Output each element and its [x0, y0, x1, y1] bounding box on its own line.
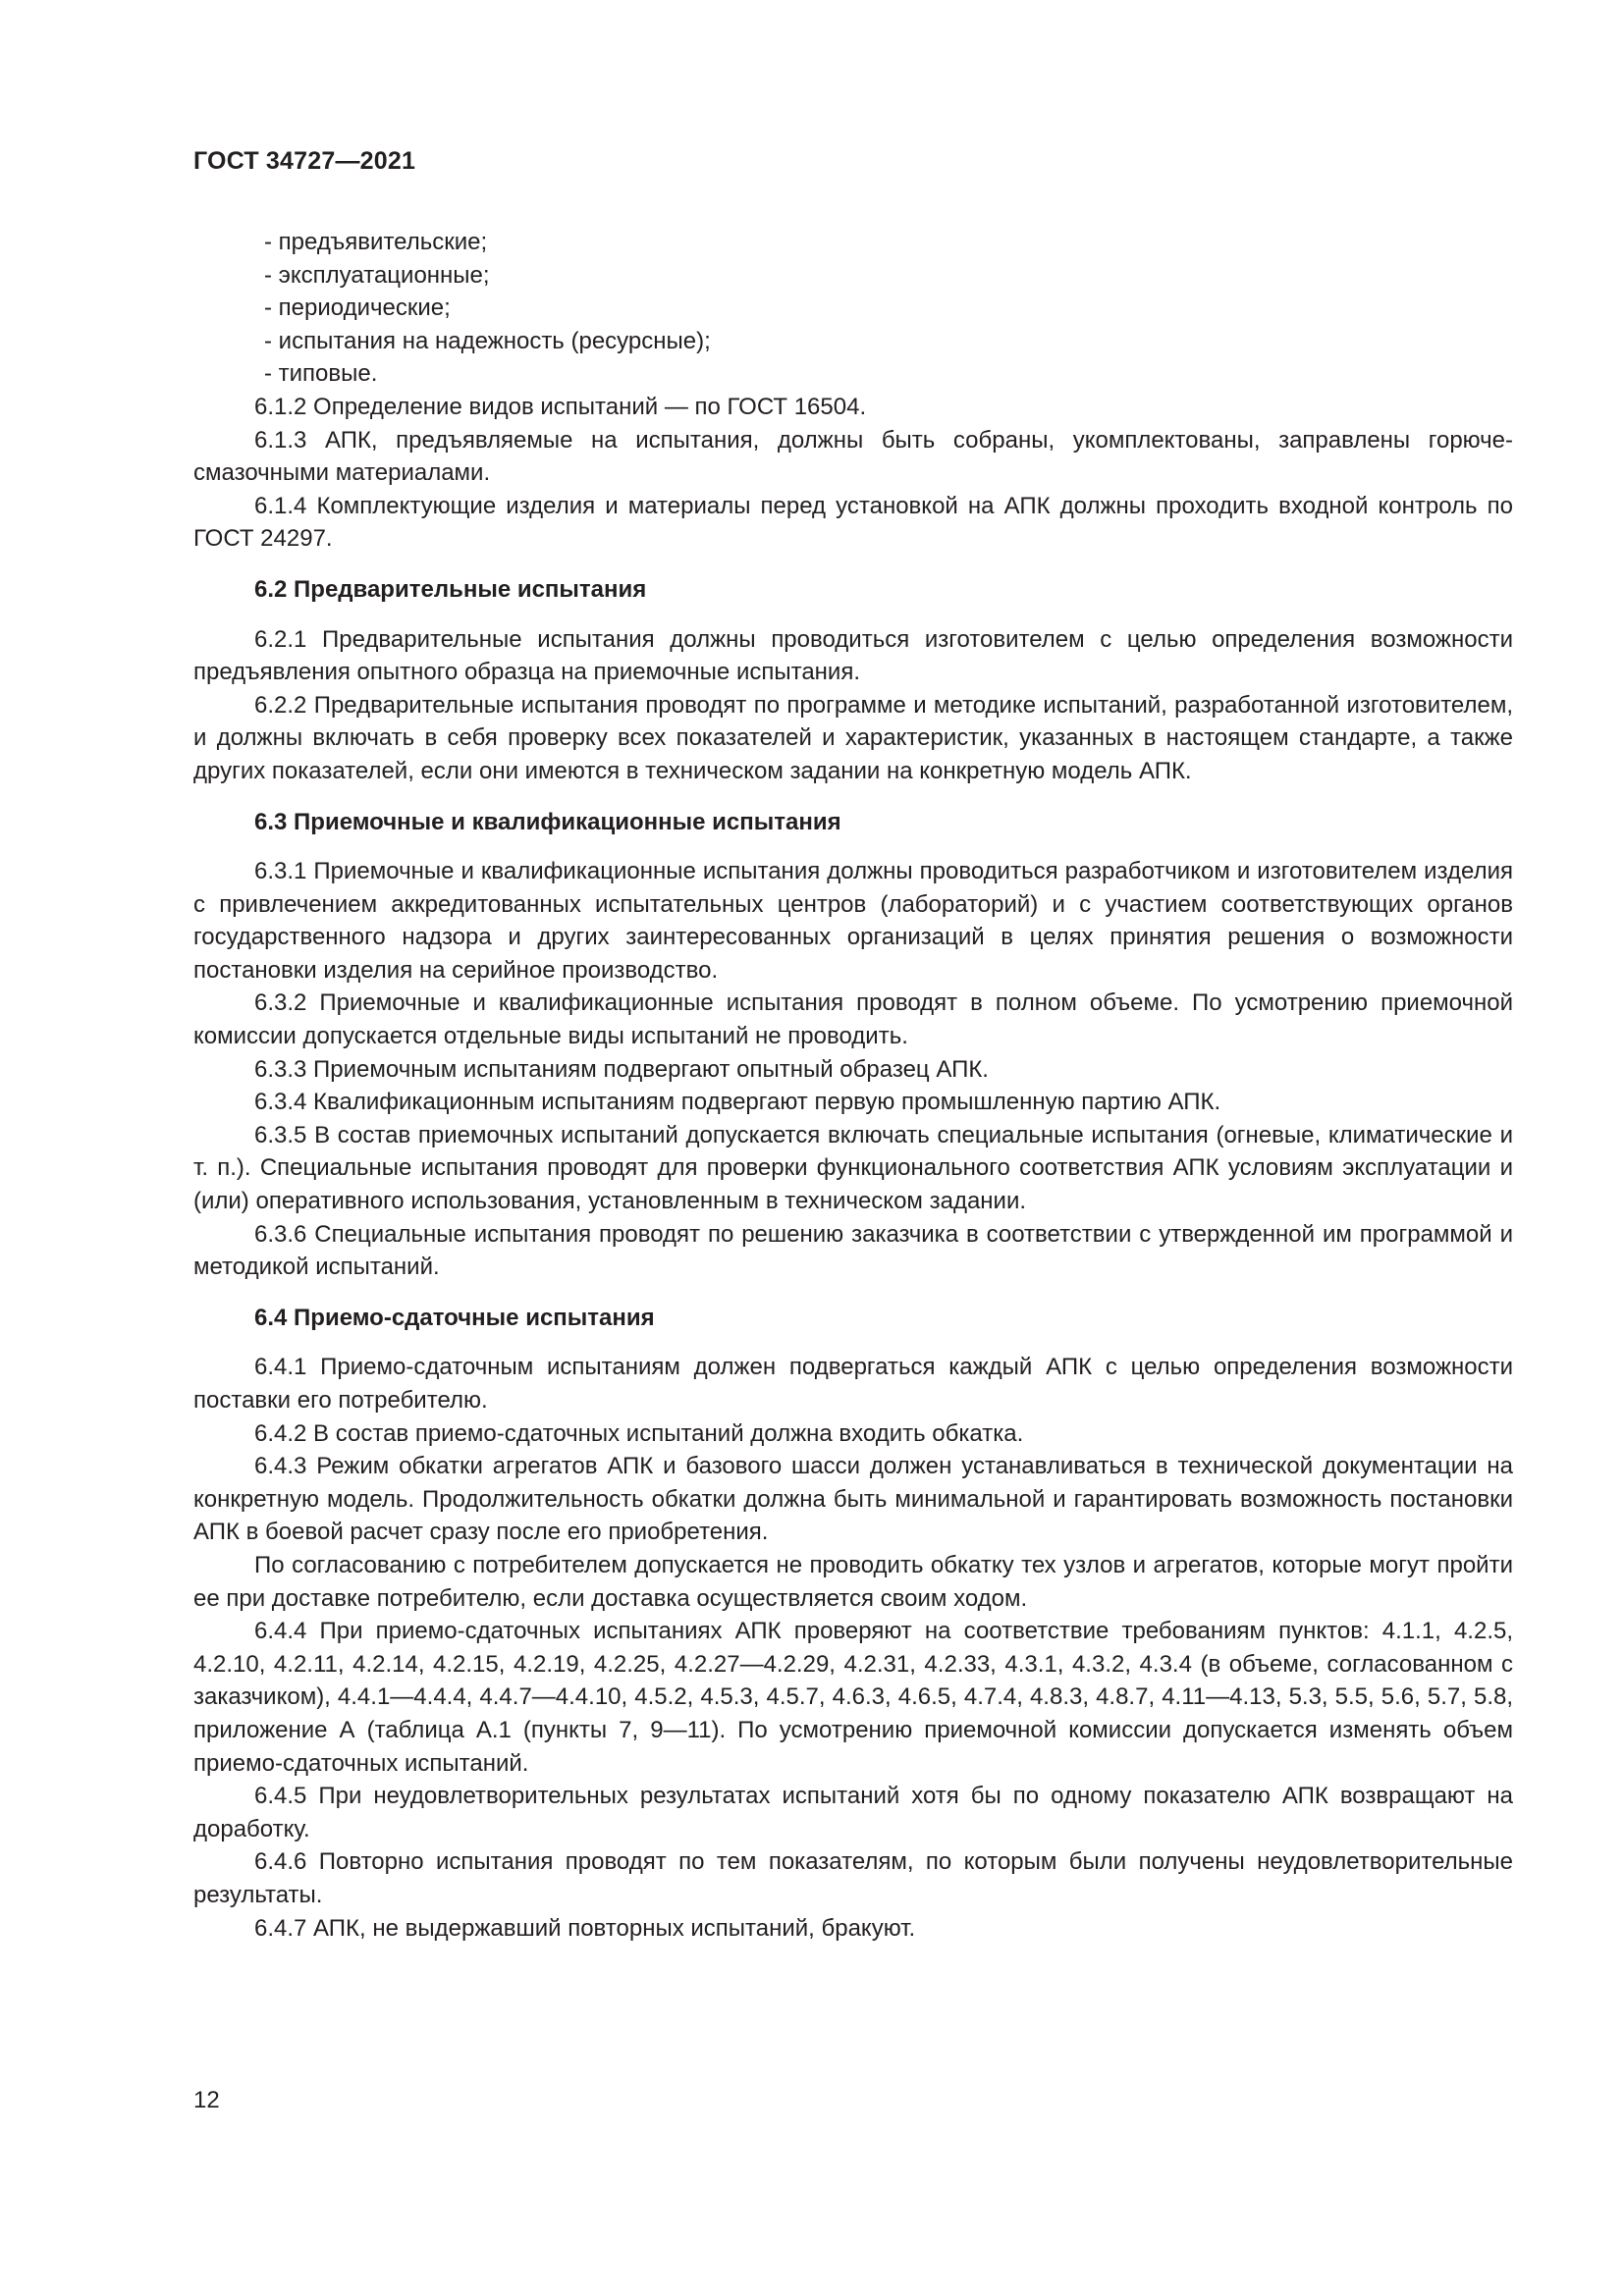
- paragraph-6-4-7: 6.4.7 АПК, не выдержавший повторных испытаний, бракуют.: [254, 1914, 916, 1942]
- section-heading-6-4: 6.4 Приемо-сдаточные испытания: [254, 1304, 655, 1331]
- paragraph-6-1-3: 6.1.3 АПК, предъявляемые на испытания, должны быть собраны, укомплектованы, заправлены горюче-смазочными материалами.: [193, 426, 1513, 487]
- paragraph-6-4-4: 6.4.4 При приемо-сдаточных испытаниях АПК проверяют на соответствие требованиям пунктов: 4.1.1, 4.2.5, 4.2.10, 4.2.11, 4.2.14, 4.2.15, 4.2.19, 4.2.25, 4.2.27—4.2.29, 4.2.31, 4.2.33, 4.3.1, 4.3.2, 4.3.4 (в объеме, согласованном с заказчиком), 4.4.1—4.4.4, 4.4.7—4.4.10, 4.5.2, 4.5.3, 4.5.7, 4.6.3, 4.6.5, 4.7.4, 4.8.3, 4.8.7, 4.11—4.13, 5.3, 5.5, 5.6, 5.7, 5.8, приложение А (таблица А.1 (пункты 7, 9—11). По усмотрению приемочной комиссии допускается изменять объем приемо-сдаточных испытаний.: [193, 1618, 1513, 1777]
- list-item: - эксплуатационные;: [264, 261, 490, 289]
- list-item: - предъявительские;: [264, 229, 488, 255]
- paragraph-6-4-5: 6.4.5 При неудовлетворительных результатах испытаний хотя бы по одному показателю АПК возвращают на доработку.: [193, 1783, 1513, 1842]
- paragraph-6-4-2: 6.4.2 В состав приемо-сдаточных испытаний должна входить обкатка.: [254, 1419, 1024, 1447]
- document-code-header: ГОСТ 34727—2021: [193, 147, 416, 175]
- paragraph-6-3-3: 6.3.3 Приемочным испытаниям подвергают опытный образец АПК.: [254, 1055, 989, 1083]
- document-body: [193, 226, 1513, 1945]
- paragraph-6-3-1: 6.3.1 Приемочные и квалификационные испытания должны проводиться разработчиком и изготовителем изделия с привлечением аккредитованных испытательных центров (лабораторий) и с участием соответствующих органов государственного надзора и других заинтересованных организаций в целях принятия решения о возможности постановки изделия на серийное производство.: [193, 858, 1513, 984]
- paragraph-6-3-5: 6.3.5 В состав приемочных испытаний допускается включать специальные испытания (огневые, климатические и т. п.). Специальные испытания проводят для проверки функционального соответствия АПК условиям эксплуатации и (или) оперативного использования, установленным в техническом задании.: [193, 1121, 1513, 1215]
- paragraph-6-4-3-note: По согласованию с потребителем допускается не проводить обкатку тех узлов и агрегатов, которые могут пройти ее при доставке потребителю, если доставка осуществляется своим ходом.: [193, 1551, 1513, 1612]
- paragraph-6-3-4: 6.3.4 Квалификационным испытаниям подвергают первую промышленную партию АПК.: [254, 1089, 1221, 1116]
- paragraph-6-3-6: 6.3.6 Специальные испытания проводят по решению заказчика в соответствии с утвержденной им программой и методикой испытаний.: [193, 1220, 1513, 1281]
- paragraph-6-3-2: 6.3.2 Приемочные и квалификационные испытания проводят в полном объеме. По усмотрению приемочной комиссии допускается отдельные виды испытаний не проводить.: [193, 989, 1513, 1050]
- paragraph-6-4-3: 6.4.3 Режим обкатки агрегатов АПК и базового шасси должен устанавливаться в технической документации на конкретную модель. Продолжительность обкатки должна быть минимальной и гарантировать возможность постановки АПК в боевой расчет сразу после его приобретения.: [193, 1453, 1513, 1546]
- page-number: 12: [193, 2087, 220, 2113]
- paragraph-6-2-1: 6.2.1 Предварительные испытания должны проводиться изготовителем с целью определения возможности предъявления опытного образца на приемочные испытания.: [193, 625, 1513, 686]
- list-item: - испытания на надежность (ресурсные);: [264, 327, 711, 354]
- list-item: - периодические;: [264, 294, 451, 322]
- paragraph-6-1-2: 6.1.2 Определение видов испытаний — по ГОСТ 16504.: [254, 393, 867, 420]
- paragraph-6-1-4: 6.1.4 Комплектующие изделия и материалы перед установкой на АПК должны проходить входной контроль по ГОСТ 24297.: [193, 492, 1513, 553]
- list-item: - типовые.: [264, 360, 378, 388]
- paragraph-6-4-1: 6.4.1 Приемо-сдаточным испытаниям должен подвергаться каждый АПК с целью определения возможности поставки его потребителю.: [193, 1354, 1513, 1414]
- section-heading-6-3: 6.3 Приемочные и квалификационные испытания: [254, 808, 841, 835]
- paragraph-6-4-6: 6.4.6 Повторно испытания проводят по тем показателям, по которым были получены неудовлетворительные результаты.: [193, 1848, 1513, 1908]
- paragraph-6-2-2: 6.2.2 Предварительные испытания проводят по программе и методике испытаний, разработанной изготовителем, и должны включать в себя проверку всех показателей и характеристик, указанных в настоящем стандарте, а также других показателей, если они имеются в техническом задании на конкретную модель АПК.: [193, 691, 1513, 784]
- section-heading-6-2: 6.2 Предварительные испытания: [254, 575, 647, 603]
